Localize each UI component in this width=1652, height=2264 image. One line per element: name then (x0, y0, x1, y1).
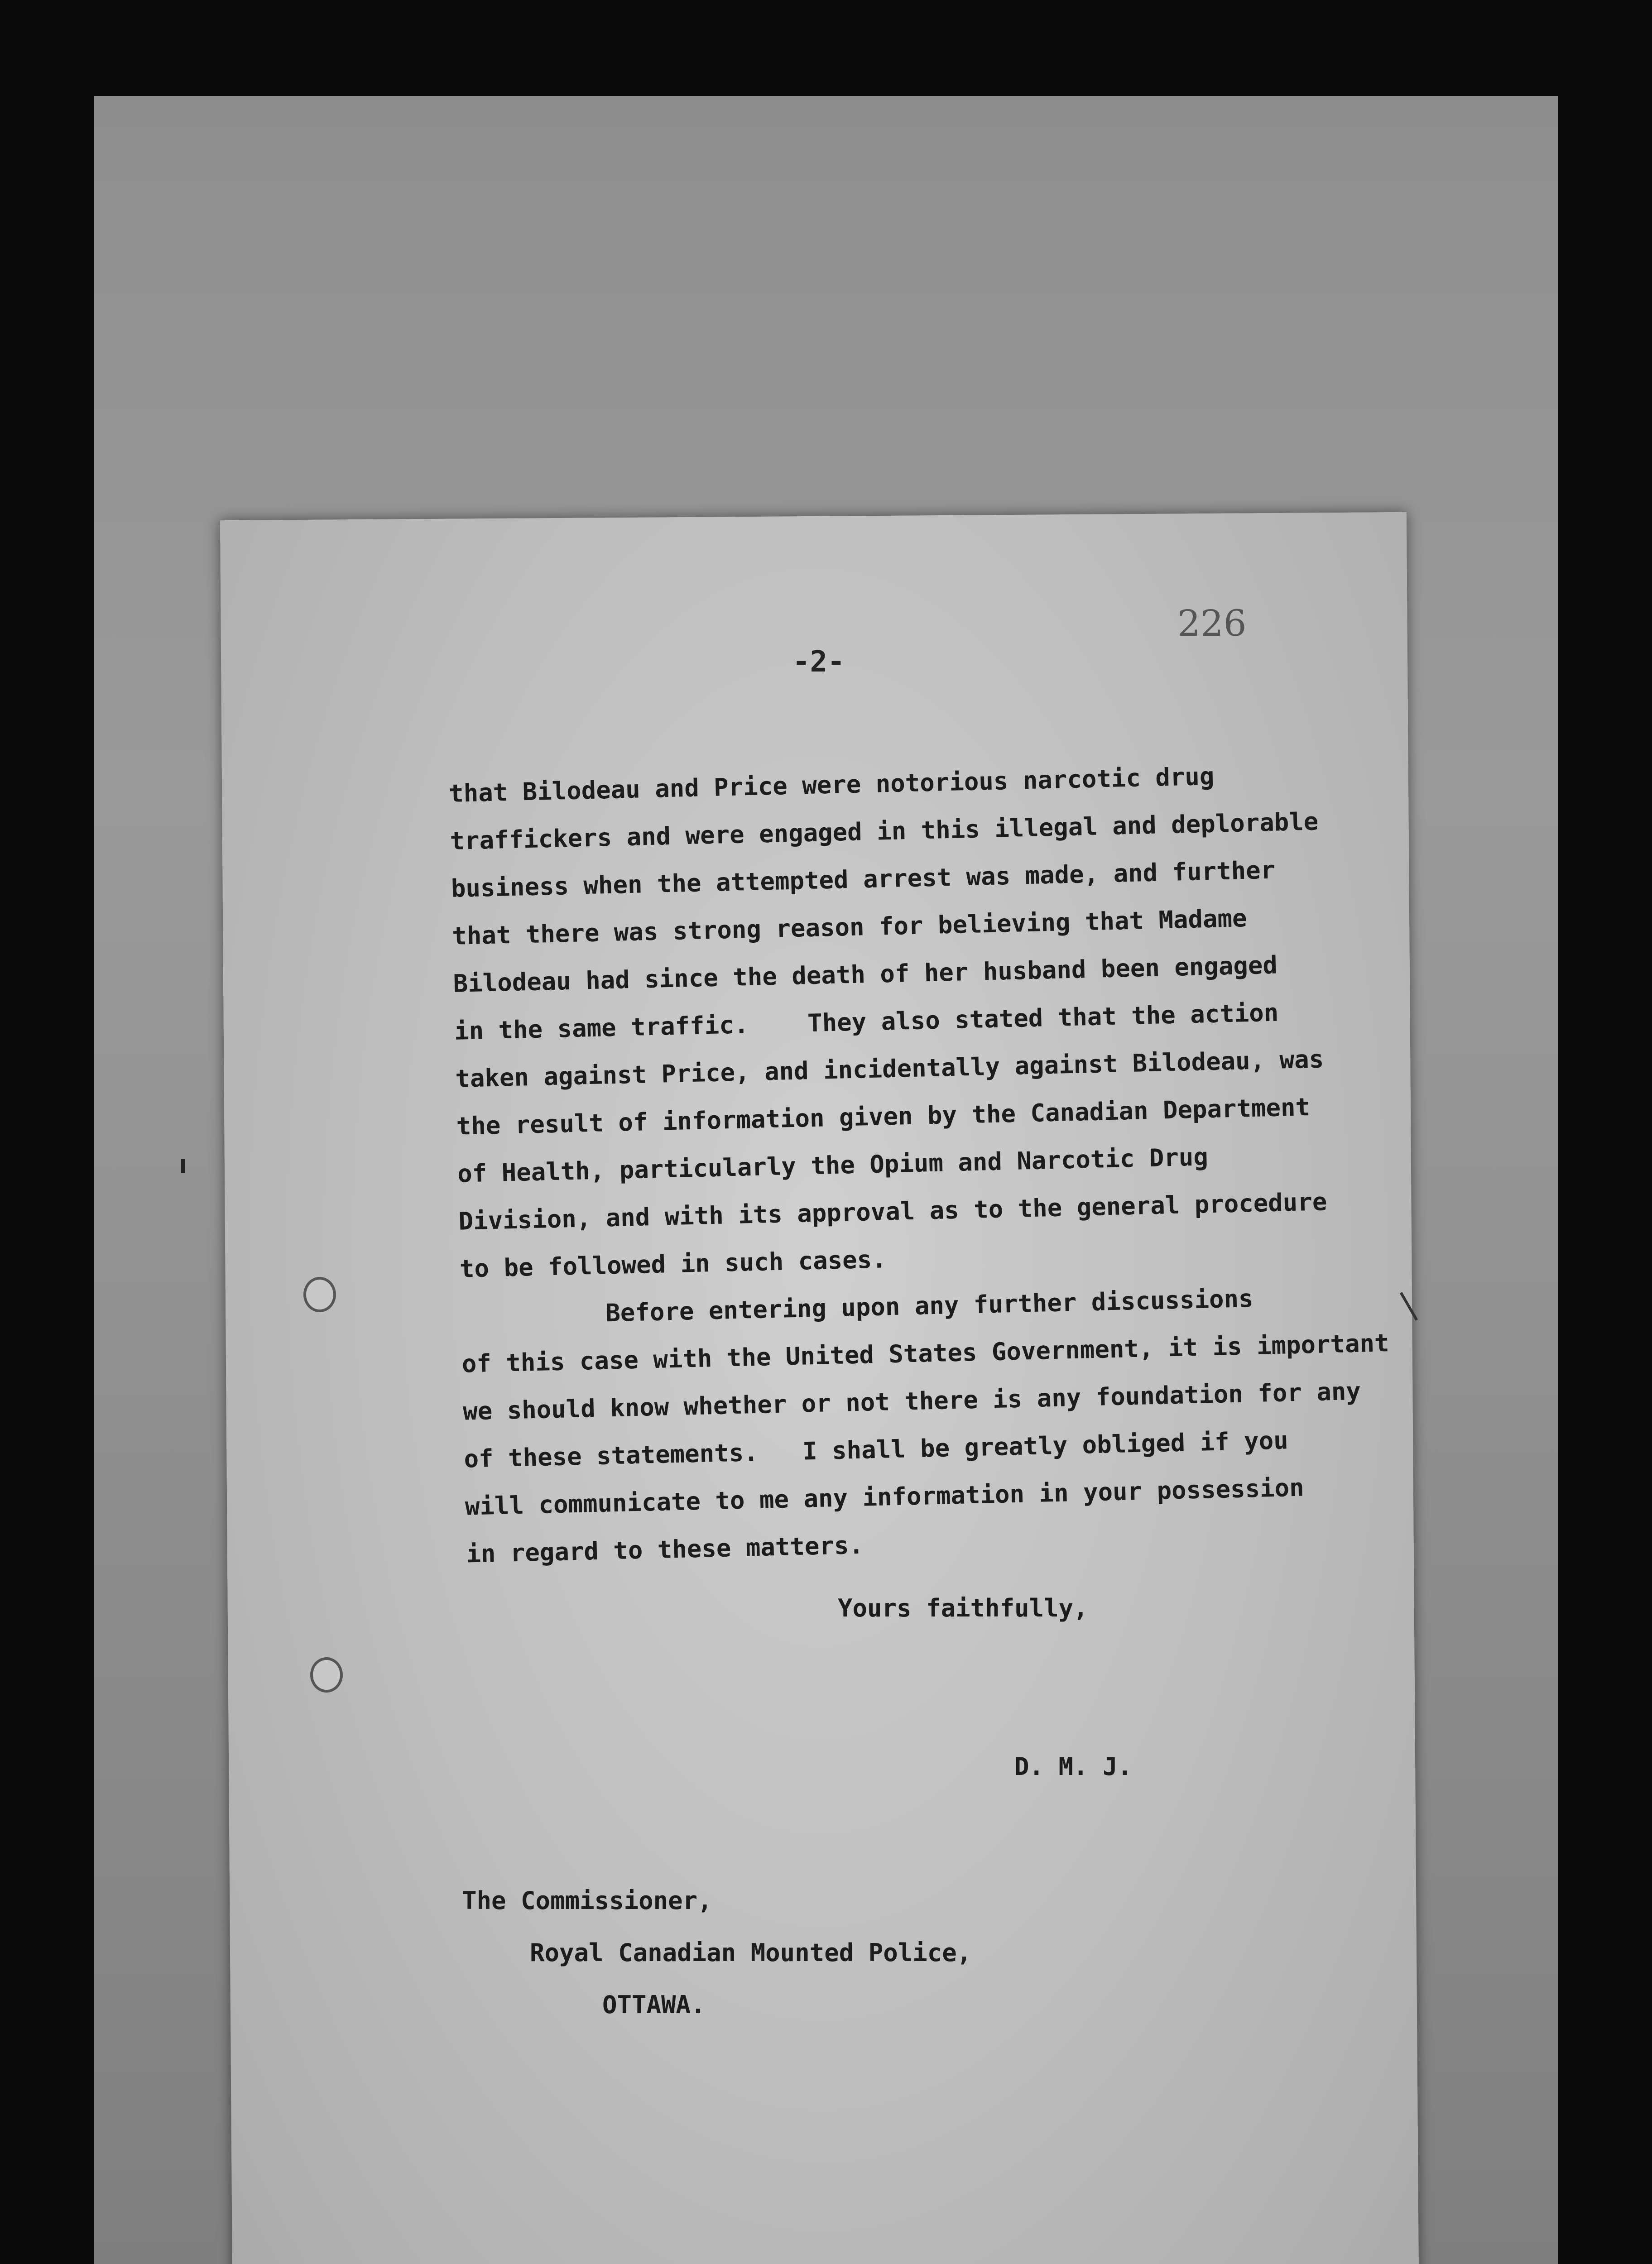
page-number: -2- (792, 645, 845, 679)
letter-line: traffickers and were engaged in this illegal and deplorable (449, 807, 1319, 855)
address-block (462, 1875, 971, 2031)
letter-line: that there was strong reason for believing that Madame (451, 904, 1248, 950)
letter-line: to be followed in such cases. (459, 1245, 887, 1283)
letter-line: that Bilodeau and Price were notorious narcotic drug (448, 762, 1215, 808)
letter-line: taken against Price, and incidentally against Bilodeau, was (455, 1045, 1324, 1093)
letter-line: in the same traffic. They also stated that the action (454, 998, 1279, 1046)
letter-line: the result of information given by the Canadian Department (456, 1093, 1311, 1141)
letter-line: of these statements. I shall be greatly obliged if you (463, 1426, 1289, 1473)
margin-mark (181, 1159, 185, 1173)
closing: Yours faithfully, (838, 1594, 1088, 1622)
punch-hole (310, 1657, 343, 1693)
letter-line: Before entering upon any further discussions (605, 1284, 1254, 1328)
address-line-3: OTTAWA. (602, 1991, 706, 2019)
letter-line: of this case with the United States Government, it is important (461, 1329, 1390, 1378)
letter-line: in regard to these matters. (466, 1530, 864, 1568)
letter-line: Bilodeau had since the death of her husband been engaged (453, 950, 1278, 998)
letter-line: will communicate to me any information in your possession (465, 1473, 1305, 1521)
folio-number: 226 (1177, 602, 1247, 644)
letter-line: Division, and with its approval as to the general procedure (458, 1187, 1327, 1236)
letter-line: business when the attempted arrest was made, and further (451, 855, 1276, 903)
punch-hole (303, 1277, 336, 1312)
letter-line: of Health, particularly the Opium and Narcotic Drug (457, 1142, 1209, 1188)
letter-line: we should know whether or not there is any foundation for any (462, 1377, 1361, 1426)
address-line-1: The Commissioner, (462, 1886, 712, 1915)
letter-body (448, 749, 1390, 1578)
signature-initials: D. M. J. (1014, 1752, 1133, 1781)
address-line-2: Royal Canadian Mounted Police, (530, 1938, 972, 1967)
